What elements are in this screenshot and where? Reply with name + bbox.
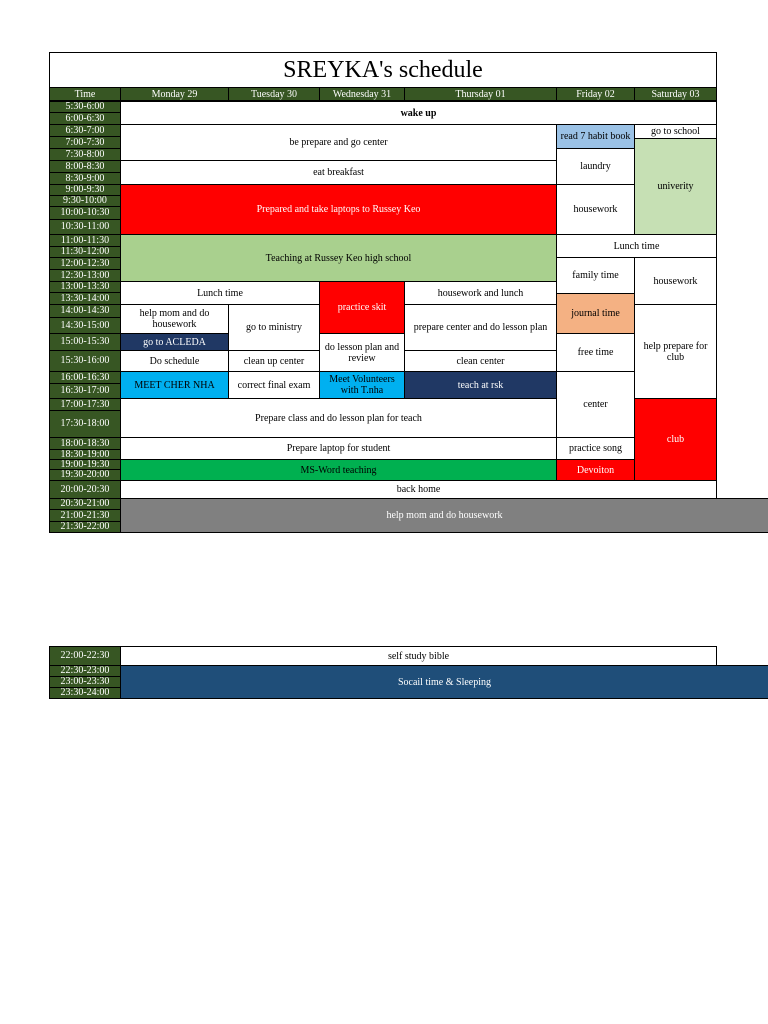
time-slot: 13:00-13:30	[49, 281, 121, 293]
event-prepare-laptop: Prepare laptop for student	[120, 437, 557, 460]
event-do-schedule: Do schedule	[120, 350, 229, 372]
time-slot: 5:30-6:00	[49, 101, 121, 113]
event-meet-volunteers: Meet Volunteers with T.nha	[319, 371, 405, 399]
event-housework-lunch: housework and lunch	[404, 281, 557, 305]
time-slot: 12:30-13:00	[49, 269, 121, 282]
header-tuesday: Tuesday 30	[228, 87, 320, 101]
event-lunch-time-fri-sat: Lunch time	[556, 234, 717, 258]
header-saturday: Saturday 03	[634, 87, 717, 101]
event-eat-breakfast: eat breakfast	[120, 160, 557, 185]
event-devoiton: Devoiton	[556, 459, 635, 481]
event-correct-final-exam: correct final exam	[228, 371, 320, 399]
time-slot: 14:30-15:00	[49, 317, 121, 334]
header-wednesday: Wednesday 31	[319, 87, 405, 101]
event-go-to-acleda: go to ACLEDA	[120, 333, 229, 351]
time-slot: 13:30-14:00	[49, 292, 121, 305]
time-slot: 10:00-10:30	[49, 206, 121, 220]
event-help-prepare-club: help prepare for club	[634, 304, 717, 399]
time-slot: 7:00-7:30	[49, 136, 121, 149]
event-back-home: back home	[120, 480, 717, 499]
time-slot: 23:00-23:30	[49, 676, 121, 688]
time-slot: 17:30-18:00	[49, 410, 121, 438]
event-go-to-ministry: go to ministry	[228, 304, 320, 351]
time-slot: 7:30-8:00	[49, 148, 121, 161]
time-slot: 10:30-11:00	[49, 219, 121, 235]
time-slot: 14:00-14:30	[49, 304, 121, 318]
event-wake-up: wake up	[120, 101, 717, 125]
header-thursday: Thursday 01	[404, 87, 557, 101]
time-slot: 9:30-10:00	[49, 195, 121, 207]
event-prepare-center: prepare center and do lesson plan	[404, 304, 557, 351]
time-slot: 11:00-11:30	[49, 234, 121, 247]
event-help-mom-evening: help mom and do housework	[120, 498, 768, 533]
time-slot: 15:00-15:30	[49, 333, 121, 351]
event-meet-cher-nha: MEET CHER NHA	[120, 371, 229, 399]
event-housework-saturday: housework	[634, 257, 717, 305]
time-slot: 23:30-24:00	[49, 687, 121, 699]
header-time: Time	[49, 87, 121, 101]
header-friday: Friday 02	[556, 87, 635, 101]
event-prepare-class: Prepare class and do lesson plan for teach	[120, 398, 557, 438]
time-slot: 20:30-21:00	[49, 498, 121, 510]
event-social-sleeping: Socail time & Sleeping	[120, 665, 768, 699]
event-help-mom-monday: help mom and do housework	[120, 304, 229, 334]
event-ms-word-teaching: MS-Word teaching	[120, 459, 557, 481]
schedule-title: SREYKA's schedule	[49, 52, 717, 87]
event-self-study-bible: self study bible	[120, 646, 717, 666]
event-practice-song: practice song	[556, 437, 635, 460]
time-slot: 11:30-12:00	[49, 246, 121, 258]
time-slot: 18:30-19:00	[49, 449, 121, 460]
time-slot: 19:30-20:00	[49, 469, 121, 481]
time-slot: 16:00-16:30	[49, 371, 121, 384]
time-slot: 19:00-19:30	[49, 459, 121, 470]
event-clean-up-center: clean up center	[228, 350, 320, 372]
time-slot: 22:00-22:30	[49, 646, 121, 666]
event-journal-time: journal time	[556, 293, 635, 334]
event-teaching-russey-keo: Teaching at Russey Keo high school	[120, 234, 557, 282]
time-slot: 17:00-17:30	[49, 398, 121, 411]
event-lesson-plan-review: do lesson plan and review	[319, 333, 405, 372]
event-housework-friday: housework	[556, 184, 635, 235]
header-monday: Monday 29	[120, 87, 229, 101]
event-free-time: free time	[556, 333, 635, 372]
event-clean-center: clean center	[404, 350, 557, 372]
event-practice-skit: practice skit	[319, 281, 405, 334]
event-club: club	[634, 398, 717, 481]
event-center: center	[556, 371, 635, 438]
event-univerity: univerity	[634, 138, 717, 235]
event-laundry: laundry	[556, 148, 635, 185]
time-slot: 22:30-23:00	[49, 665, 121, 677]
time-slot: 12:00-12:30	[49, 257, 121, 270]
event-go-to-school: go to school	[634, 124, 717, 139]
time-slot: 6:30-7:00	[49, 124, 121, 137]
time-slot: 21:00-21:30	[49, 509, 121, 522]
event-read-habit-book: read 7 habit book	[556, 124, 635, 149]
time-slot: 18:00-18:30	[49, 437, 121, 450]
event-family-time: family time	[556, 257, 635, 294]
time-slot: 15:30-16:00	[49, 350, 121, 372]
time-slot: 9:00-9:30	[49, 184, 121, 196]
time-slot: 6:00-6:30	[49, 112, 121, 125]
event-prepared-laptops: Prepared and take laptops to Russey Keo	[120, 184, 557, 235]
event-lunch-time-mon-tue: Lunch time	[120, 281, 320, 305]
time-slot: 8:30-9:00	[49, 172, 121, 185]
event-teach-at-rsk: teach at rsk	[404, 371, 557, 399]
time-slot: 21:30-22:00	[49, 521, 121, 533]
event-be-prepare: be prepare and go center	[120, 124, 557, 161]
time-slot: 20:00-20:30	[49, 480, 121, 499]
time-slot: 8:00-8:30	[49, 160, 121, 173]
time-slot: 16:30-17:00	[49, 383, 121, 399]
